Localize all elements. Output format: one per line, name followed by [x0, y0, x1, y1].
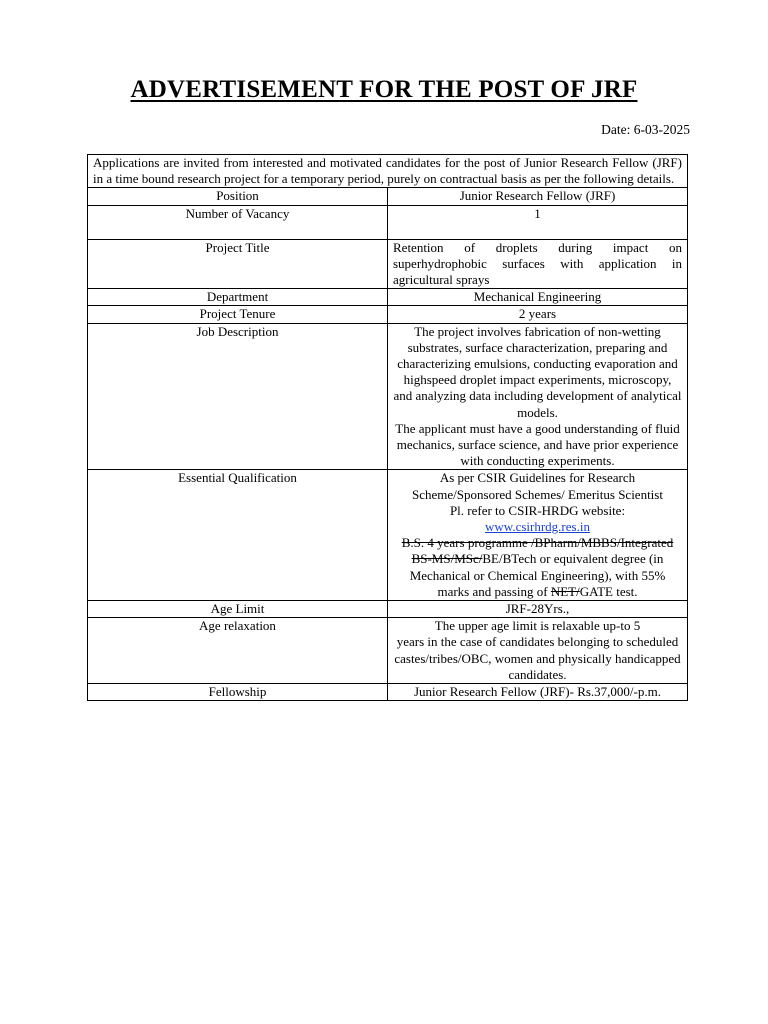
age-relaxation-line-1: The upper age limit is relaxable up-to 5 [434, 618, 641, 634]
department-label: Department [88, 289, 388, 306]
age-limit-label: Age Limit [88, 601, 388, 618]
job-description-label: Job Description [88, 323, 388, 470]
job-description-paragraph-1: The project involves fabrication of non-wetting substrates, surface characterization, preparing and characterizing emulsions, conducting evaporation and highspeed droplet impact experiments, microscopy, and analyzing data including development of analytical models. [393, 323, 682, 420]
csir-hrdg-link[interactable]: www.csirhrdg.res.in [485, 519, 590, 535]
project-title-label: Project Title [88, 239, 388, 289]
qualification-guidelines: As per CSIR Guidelines for Research Scheme/Sponsored Schemes/ Emeritus Scientist [412, 470, 663, 502]
qualification-website-note: Pl. refer to CSIR-HRDG website: [449, 502, 626, 518]
table-row-department [88, 289, 688, 306]
job-description-value [388, 323, 688, 470]
department-value: Mechanical Engineering [388, 289, 688, 306]
age-relaxation-value [388, 618, 688, 684]
table-row-project-title [88, 239, 688, 289]
tenure-value: 2 years [388, 306, 688, 323]
table-row-age-limit [88, 601, 688, 618]
gate-requirement: GATE test. [579, 583, 638, 599]
date-text: Date: 6-03-2025 [601, 122, 690, 137]
position-label: Position [88, 188, 388, 205]
table-row-intro [88, 155, 688, 188]
job-description-paragraph-2: The applicant must have a good understanding of fluid mechanics, surface science, and have prior experience with conducting experiments. [395, 420, 680, 469]
table-row-position [88, 188, 688, 205]
details-table [87, 154, 688, 701]
table-row-job-description [88, 323, 688, 470]
fellowship-value: Junior Research Fellow (JRF)- Rs.37,000/-p.m. [388, 684, 688, 701]
age-limit-value: JRF-28Yrs., [388, 601, 688, 618]
table-row-fellowship [88, 684, 688, 701]
project-title-value: Retention of droplets during impact on superhydrophobic surfaces with application in agricultural sprays [388, 239, 688, 289]
table-row-tenure [88, 306, 688, 323]
table-row-qualification [88, 470, 688, 601]
age-relaxation-label: Age relaxation [88, 618, 388, 684]
table-row-vacancy [88, 205, 688, 239]
age-relaxation-line-2: years in the case of candidates belonging to scheduled castes/tribes/OBC, women and physically handicapped candidates. [394, 634, 681, 682]
degree-requirement: BE/BTech or equivalent degree (in Mechanical or Chemical Engineering), with 55% marks and passing of [409, 551, 666, 599]
struck-net: NET/ [550, 583, 580, 599]
page-title: ADVERTISEMENT FOR THE POST OF JRF [130, 76, 638, 103]
intro-text: Applications are invited from interested and motivated candidates for the post of Junior Research Fellow (JRF) in a time bound research project for a temporary period, purely on contractual basis as per the following details. [88, 155, 688, 188]
fellowship-label: Fellowship [88, 684, 388, 701]
qualification-degree [393, 535, 682, 600]
position-value: Junior Research Fellow (JRF) [388, 188, 688, 205]
qualification-value [388, 470, 688, 601]
vacancy-label: Number of Vacancy [88, 205, 388, 239]
vacancy-value: 1 [388, 205, 688, 239]
struck-degree-list: B.S. 4 years programme /BPharm/MBBS/Integrated BS-MS/MSc/ [401, 535, 674, 567]
table-row-age-relaxation [88, 618, 688, 684]
qualification-label: Essential Qualification [88, 470, 388, 601]
tenure-label: Project Tenure [88, 306, 388, 323]
